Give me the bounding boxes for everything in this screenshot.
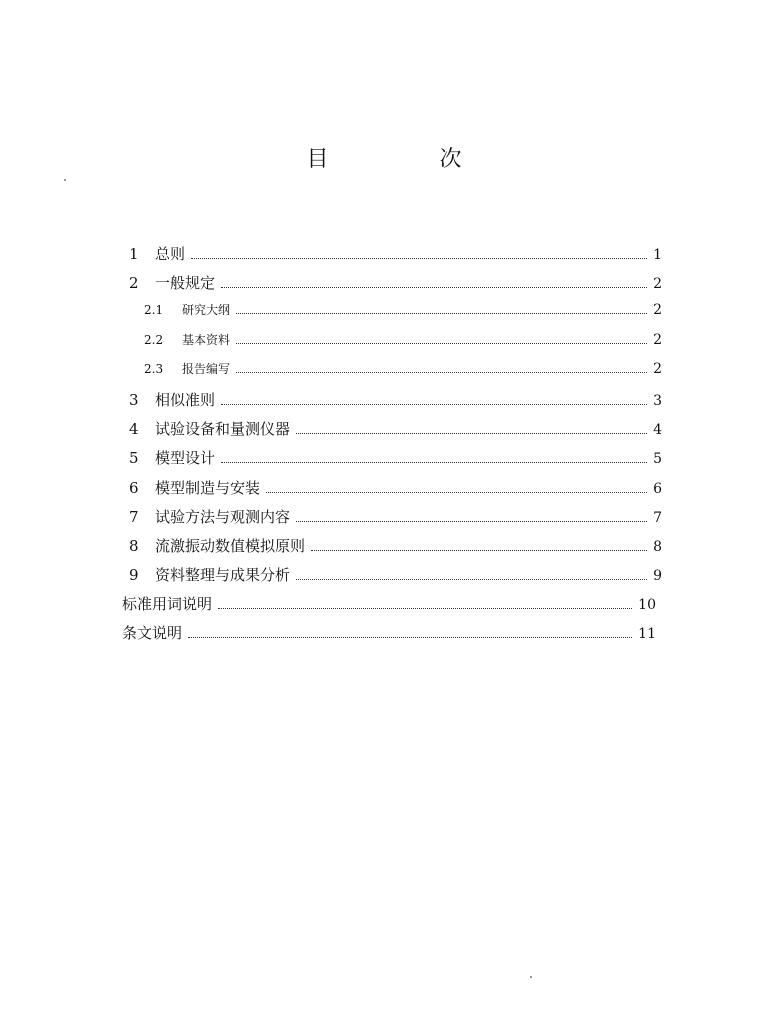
toc-entry-page: 9 bbox=[653, 568, 662, 585]
toc-entry-page: 4 bbox=[653, 422, 662, 439]
toc-entry-page: 1 bbox=[653, 247, 662, 263]
toc-entry[interactable] bbox=[122, 506, 662, 535]
toc-entry-label: 一般规定 bbox=[155, 274, 216, 293]
toc-entry-number: 7 bbox=[129, 507, 139, 526]
toc-leader-dots bbox=[188, 637, 632, 638]
toc-entry-number: 1 bbox=[129, 245, 139, 263]
toc-entry-page: 8 bbox=[653, 538, 662, 555]
toc-entry-page: 11 bbox=[638, 626, 656, 643]
toc-leader-dots bbox=[236, 343, 647, 344]
toc-leader-dots bbox=[236, 313, 647, 314]
toc-entry-page: 10 bbox=[638, 597, 656, 614]
toc-entry-number: 2.1 bbox=[144, 303, 164, 318]
toc-leader-dots bbox=[296, 521, 647, 522]
toc-leader-dots bbox=[311, 550, 647, 551]
toc-entry-number: 8 bbox=[129, 536, 139, 555]
toc-entry-page: 5 bbox=[653, 451, 662, 468]
toc-entry[interactable] bbox=[122, 593, 662, 622]
toc-entry-label: 相似准则 bbox=[155, 390, 216, 409]
toc-entry-page: 2 bbox=[653, 302, 662, 319]
toc-entry[interactable] bbox=[122, 564, 662, 593]
toc-entry-page: 2 bbox=[653, 360, 662, 377]
toc-entry-number: 3 bbox=[129, 390, 139, 409]
toc-entry-label: 研究大纲 bbox=[182, 303, 231, 318]
toc-entry-number: 5 bbox=[129, 449, 139, 468]
toc-subentry[interactable] bbox=[122, 331, 662, 360]
toc-entry-label: 资料整理与成果分析 bbox=[155, 566, 291, 585]
toc-title: 目 次 bbox=[306, 147, 514, 172]
toc-entry[interactable] bbox=[122, 535, 662, 564]
toc-entry[interactable] bbox=[122, 243, 662, 272]
toc-entry[interactable] bbox=[122, 389, 662, 418]
toc-subentry[interactable] bbox=[122, 301, 662, 330]
toc-entry-page: 2 bbox=[653, 276, 662, 293]
toc-entry[interactable] bbox=[122, 477, 662, 506]
toc-entry[interactable] bbox=[122, 418, 662, 447]
toc-entry[interactable] bbox=[122, 272, 662, 301]
toc-entry-number: 2.2 bbox=[144, 332, 164, 347]
toc-entry-label: 试验方法与观测内容 bbox=[155, 507, 291, 526]
toc-entry-label: 模型设计 bbox=[155, 449, 216, 468]
toc-entry-number: 6 bbox=[129, 478, 139, 497]
toc-entry-label: 报告编写 bbox=[182, 361, 231, 376]
toc-subentry[interactable] bbox=[122, 360, 662, 389]
toc-leader-dots bbox=[296, 433, 647, 434]
toc-entry-label: 基本资料 bbox=[182, 332, 231, 347]
toc-entry-page: 7 bbox=[653, 509, 662, 526]
scan-speck bbox=[64, 179, 66, 181]
toc-leader-dots bbox=[296, 579, 647, 580]
toc-entry[interactable] bbox=[122, 447, 662, 476]
toc-entry[interactable] bbox=[122, 622, 662, 651]
toc-leader-dots bbox=[191, 258, 647, 259]
toc-leader-dots bbox=[218, 608, 632, 609]
toc-leader-dots bbox=[221, 404, 647, 405]
toc-entry-number: 2.3 bbox=[144, 361, 164, 376]
toc-entry-page: 3 bbox=[653, 392, 662, 409]
toc-entry-label: 模型制造与安装 bbox=[155, 478, 261, 497]
toc-entry-number: 2 bbox=[129, 274, 139, 293]
toc-entry-label: 条文说明 bbox=[122, 624, 183, 643]
toc-leader-dots bbox=[236, 372, 647, 373]
toc-entry-page: 6 bbox=[653, 480, 662, 497]
toc-entry-label: 总则 bbox=[155, 245, 186, 263]
toc-leader-dots bbox=[221, 462, 647, 463]
toc-entry-number: 4 bbox=[129, 420, 139, 439]
toc-entry-label: 标准用词说明 bbox=[122, 595, 213, 614]
toc-entry-label: 流激振动数值模拟原则 bbox=[155, 536, 306, 555]
toc-entry-page: 2 bbox=[653, 331, 662, 348]
toc-leader-dots bbox=[221, 287, 647, 288]
toc-list bbox=[122, 243, 662, 652]
toc-leader-dots bbox=[266, 492, 647, 493]
scan-speck bbox=[530, 976, 532, 978]
toc-entry-number: 9 bbox=[129, 566, 139, 585]
toc-entry-label: 试验设备和量测仪器 bbox=[155, 420, 291, 439]
